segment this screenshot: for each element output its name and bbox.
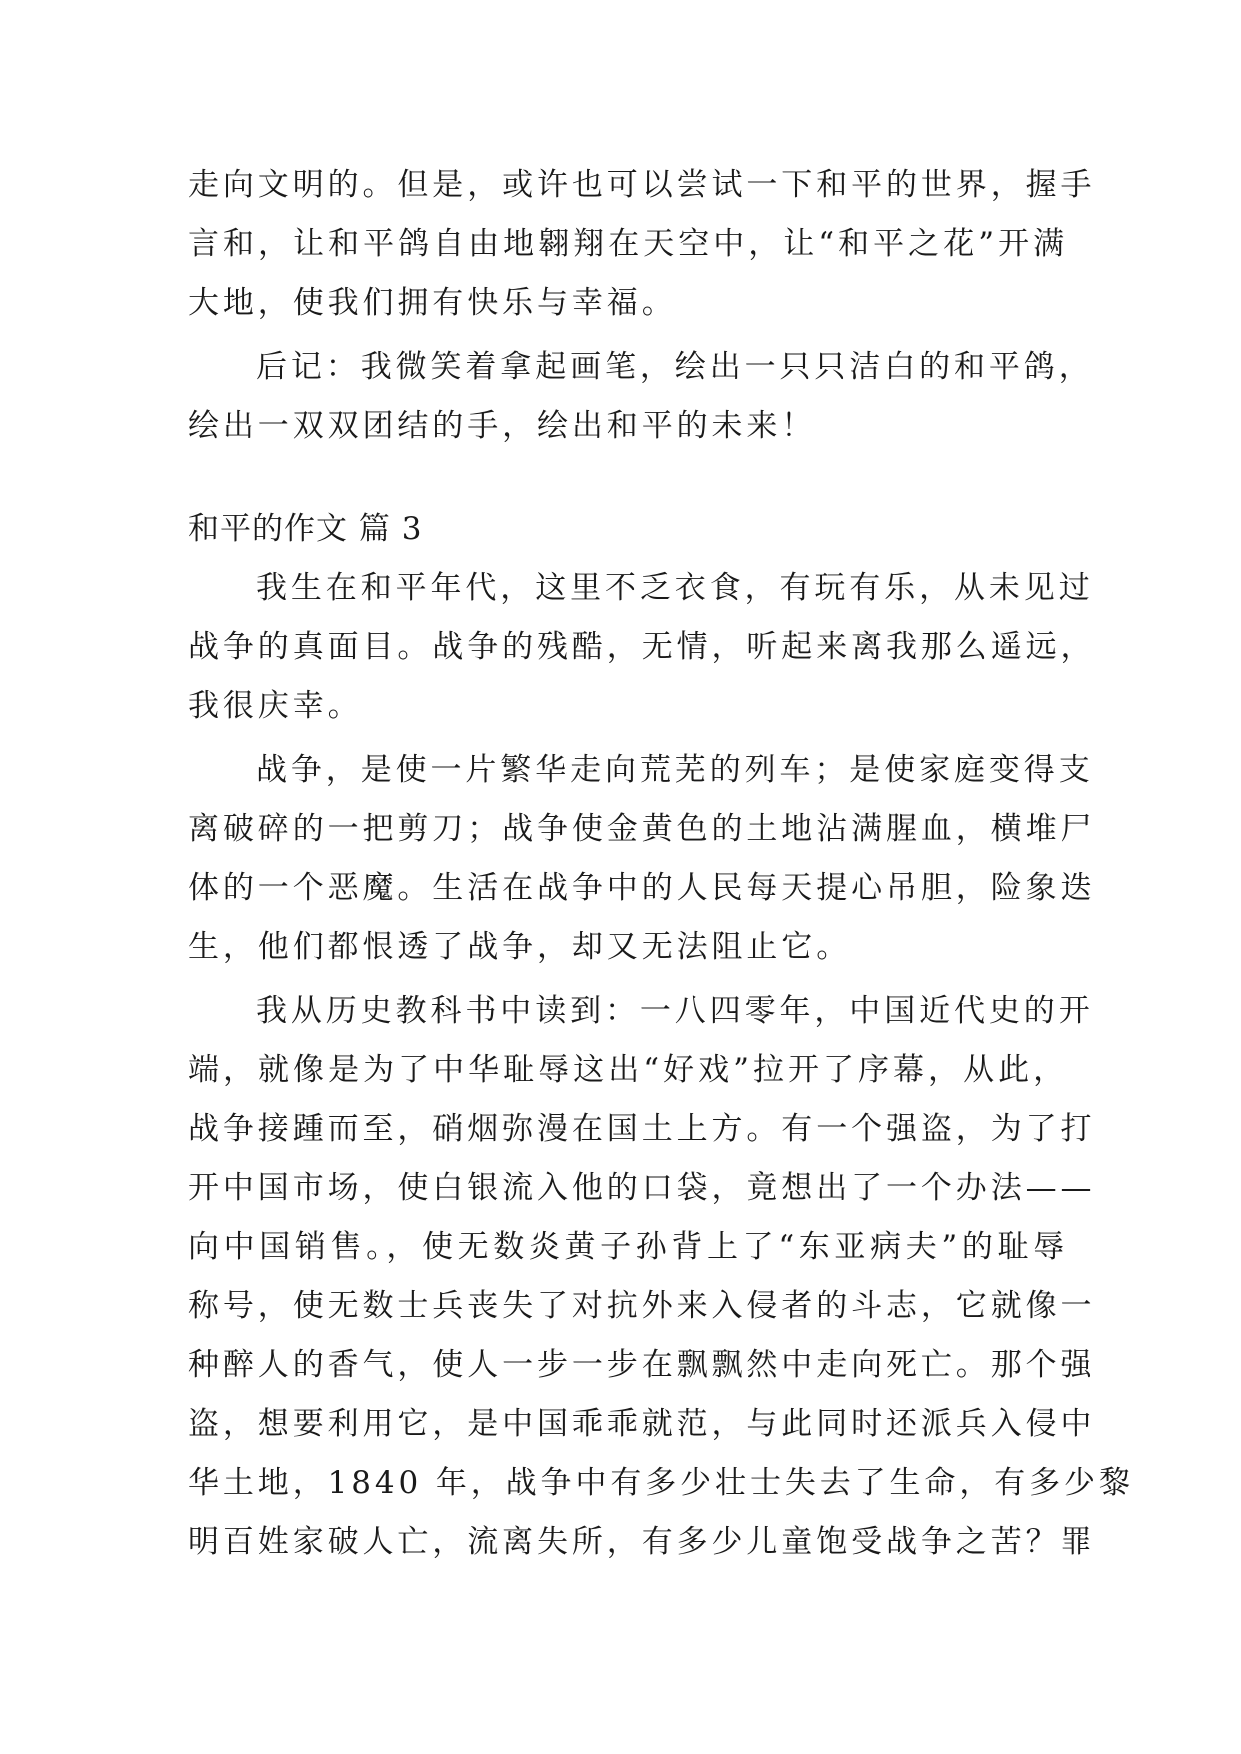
text-line: 向中国销售。，使无数炎黄子孙背上了“东亚病夫”的耻辱	[188, 1229, 1068, 1265]
text-line: 战争，是使一片繁华走向荒芜的列车；是使家庭变得支	[256, 752, 1094, 788]
text-line: 我生在和平年代，这里不乏衣食，有玩有乐，从未见过	[256, 570, 1094, 606]
paragraph	[188, 741, 1096, 977]
section-heading: 和平的作文 篇 3	[188, 511, 423, 547]
paragraph	[188, 982, 1134, 1572]
text-line: 明百姓家破人亡，流离失所，有多少儿童饱受战争之苦？罪	[188, 1524, 1096, 1560]
text-line: 战争接踵而至，硝烟弥漫在国土上方。有一个强盗，为了打	[188, 1111, 1096, 1147]
text-line: 我很庆幸。	[188, 688, 363, 724]
text-line: 开中国市场，使白银流入他的口袋，竟想出了一个办法——	[188, 1170, 1096, 1206]
text-line: 大地，使我们拥有快乐与幸福。	[188, 285, 677, 321]
paragraph	[188, 559, 1096, 736]
text-line: 战争的真面目。战争的残酷，无情，听起来离我那么遥远，	[188, 629, 1096, 665]
text-line: 端，就像是为了中华耻辱这出“好戏”拉开了序幕，从此，	[188, 1052, 1068, 1088]
text-line: 生，他们都恨透了战争，却又无法阻止它。	[188, 929, 852, 965]
text-line: 种醉人的香气，使人一步一步在飘飘然中走向死亡。那个强	[188, 1347, 1096, 1383]
text-line: 称号，使无数士兵丧失了对抗外来入侵者的斗志，它就像一	[188, 1288, 1096, 1324]
text-line: 体的一个恶魔。生活在战争中的人民每天提心吊胆，险象迭	[188, 870, 1096, 906]
text-line: 盗，想要利用它，是中国乖乖就范，与此同时还派兵入侵中	[188, 1406, 1096, 1442]
text-line: 绘出一双双团结的手，绘出和平的未来！	[188, 408, 817, 444]
text-line: 离破碎的一把剪刀；战争使金黄色的土地沾满腥血，横堆尸	[188, 811, 1096, 847]
text-line: 后记：我微笑着拿起画笔，绘出一只只洁白的和平鸽，	[256, 349, 1094, 385]
paragraph	[188, 156, 1096, 333]
text-line: 华土地，1840 年，战争中有多少壮士失去了生命，有多少黎	[188, 1465, 1134, 1501]
text-line: 我从历史教科书中读到：一八四零年，中国近代史的开	[256, 993, 1094, 1029]
document-page	[188, 156, 1134, 1572]
text-line: 走向文明的。但是，或许也可以尝试一下和平的世界，握手	[188, 167, 1096, 203]
text-line: 言和，让和平鸽自由地翱翔在天空中，让“和平之花”开满	[188, 226, 1068, 262]
paragraph	[188, 338, 1094, 456]
